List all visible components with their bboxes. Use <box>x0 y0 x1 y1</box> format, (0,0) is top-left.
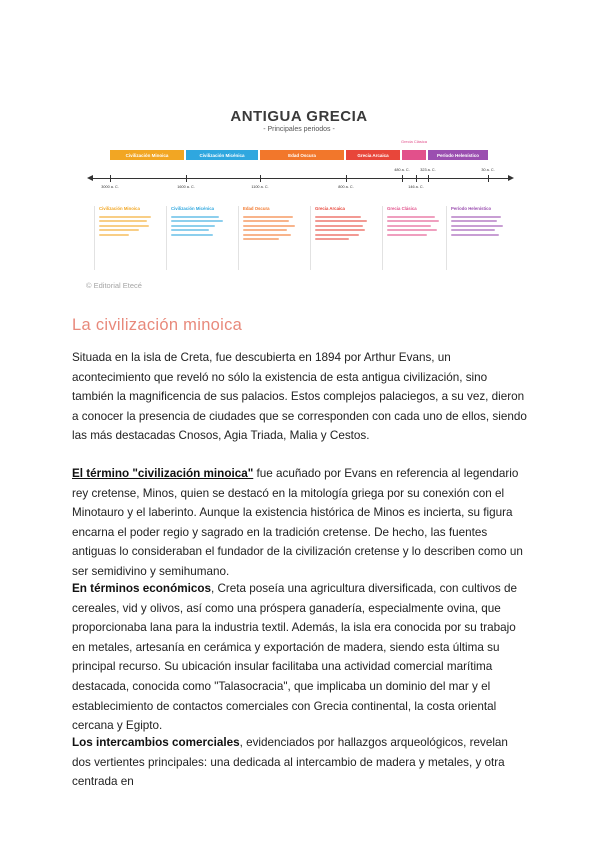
period-bar-helenistico: Período Helenístico <box>428 150 488 160</box>
tick-label: 30 a. C. <box>481 168 495 172</box>
tick-mark <box>416 175 417 182</box>
period-card-title: Período Helenístico <box>451 206 492 211</box>
tick-mark <box>402 175 403 182</box>
period-card-title: Grecia Arcaica <box>315 206 345 211</box>
paragraph-term-lead: El término "civilización minoica" <box>72 467 254 480</box>
paragraph-economy-body: , Creta poseía una agricultura diversificada, con cultivos de cereales, vid y olivos, así como una próspera ganadería, especialmente ovina, que proporcionaba lana para la industria textil. Además, la isla era conocida por su trabajo en metales, artesanía en cerámica y exportación de madera, siendo esta última su principal recurso. Su ubicación insular facilitaba una actividad comercial marítima destacada, conocida como "Talasocracia", que implicaba un dominio del mar y el establecimiento de contactos comerciales con Grecia continental, la costa oriental cercana y Egipto. <box>72 582 517 733</box>
period-card-text <box>387 216 445 236</box>
paragraph-trade <box>72 733 528 792</box>
period-card-text <box>99 216 157 236</box>
timeline-axis <box>90 178 510 179</box>
tick-label: 323 a. C. <box>420 168 436 172</box>
tick-mark <box>186 175 187 182</box>
period-card-title: Civilización Minoica <box>99 206 140 211</box>
paragraph-term-body: fue acuñado por Evans en referencia al legendario rey cretense, Minos, quien se destacó en la mitología griega por su conexión con el Minotauro y el laberinto. Aunque la existencia histórica de Minos es incierta, su figura encarna el poder regio y sagrado en la tradición cretense. De hecho, las fuentes antiguas lo consideraban el fundador de la civilización cretense y lo describen como un ser semidivino y semihumano. <box>72 467 523 578</box>
period-bar-edad-oscura: Edad Oscura <box>260 150 344 160</box>
period-label-clasica: Grecia Clásica <box>400 139 427 144</box>
paragraph-term <box>72 464 528 582</box>
period-card-arcaica <box>310 206 373 270</box>
tick-label: 1100 a. C. <box>251 185 269 189</box>
tick-mark <box>260 175 261 182</box>
figure-subtitle: - Principales periodos - <box>263 126 335 133</box>
tick-mark <box>346 175 347 182</box>
period-card-helenistico <box>446 206 509 270</box>
tick-label: 480 a. C. <box>394 168 410 172</box>
period-card-edad-oscura <box>238 206 301 270</box>
period-card-micenica <box>166 206 229 270</box>
figure-title: ANTIGUA GRECIA <box>230 108 368 125</box>
period-card-text <box>171 216 229 236</box>
tick-label: 146 a. C. <box>408 185 424 189</box>
period-card-text <box>315 216 373 241</box>
period-bar-arcaica <box>346 150 400 160</box>
tick-label: 1600 a. C. <box>177 185 195 189</box>
paragraph-trade-body: , evidenciados por hallazgos arqueológicos, revelan dos vertientes principales: una dedicada al intercambio de madera y metales, y otra centrada en <box>72 736 508 789</box>
period-bar-clasica <box>402 150 426 160</box>
period-card-title: Grecia Clásica <box>387 206 417 211</box>
image-credit: © Editorial Etecé <box>86 281 142 290</box>
tick-mark <box>110 175 111 182</box>
tick-mark <box>428 175 429 182</box>
period-bar-micenica: Civilización Micénica <box>186 150 258 160</box>
period-card-text <box>243 216 301 241</box>
period-card-clasica <box>382 206 445 270</box>
period-card-title: Civilización Micénica <box>171 206 214 211</box>
period-bar-arcaica-label: Grecia Arcaica <box>357 152 389 158</box>
axis-arrow-right-icon <box>508 175 514 181</box>
axis-arrow-left-icon <box>87 175 93 181</box>
tick-label: 3000 a. C. <box>101 185 119 189</box>
period-card-minoica <box>94 206 157 270</box>
section-heading: La civilización minoica <box>72 316 243 334</box>
paragraph-trade-lead: Los intercambios comerciales <box>72 736 240 749</box>
period-card-text <box>451 216 509 236</box>
tick-mark <box>488 175 489 182</box>
paragraph-intro: Situada en la isla de Creta, fue descubierta en 1894 por Arthur Evans, un acontecimiento que reveló no sólo la existencia de esta antigua civilización, sino también la magnificencia de sus palacios. Estos complejos palaciegos, a su vez, dieron a conocer la presencia de ciudades que se corresponden con cada uno de ellos, siendo las más destacadas Cnosos, Agia Triada, Malia y Cestos. <box>72 351 527 443</box>
paragraph-economy <box>72 579 528 736</box>
ancient-greece-timeline-figure <box>84 98 514 276</box>
period-bar-minoica: Civilización Minoica <box>110 150 184 160</box>
period-card-title: Edad Oscura <box>243 206 270 211</box>
tick-label: 800 a. C. <box>338 185 354 189</box>
paragraph-economy-lead: En términos económicos <box>72 582 211 595</box>
